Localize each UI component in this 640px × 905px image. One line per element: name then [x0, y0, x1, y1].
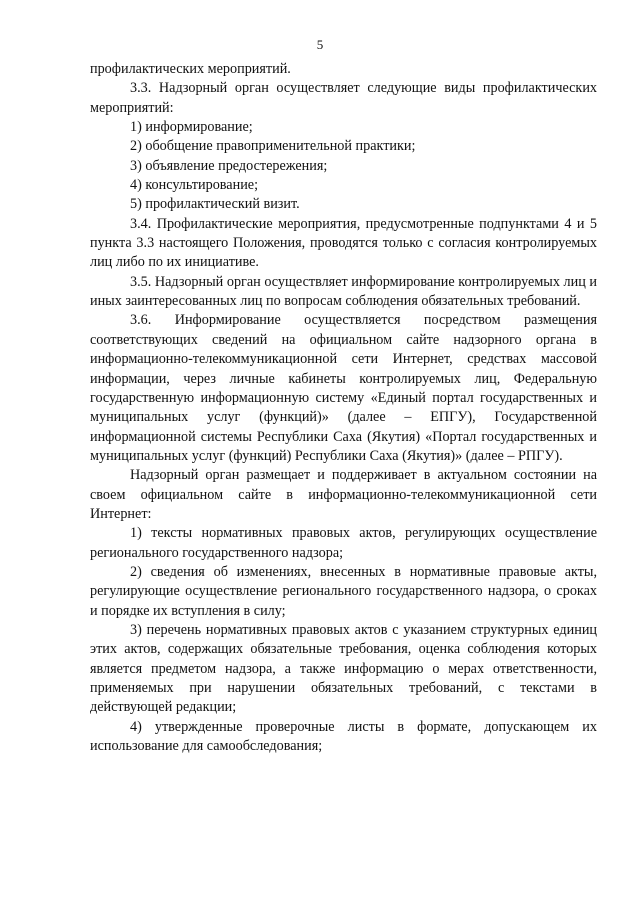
paragraph: 3.5. Надзорный орган осуществляет информирование контролируемых лиц и иных заинтересованных лиц по вопросам соблюдения обязательных требований. — [90, 273, 597, 310]
paragraph: профилактических мероприятий. — [90, 61, 291, 77]
page-number: 5 — [316, 37, 324, 52]
list-item: 3) перечень нормативных правовых актов с указанием структурных единиц этих актов, содержащих обязательные требования, оценка соблюдения которых является предметом надзора, а также информацию о мерах ответственности, применяемых при нарушении обязательных требований, с текстами в действующей редакции; — [90, 621, 597, 716]
list-item: 2) сведения об изменениях, внесенных в нормативные правовые акты, регулирующие осуществление регионального государственного надзора, о сроках и порядке их вступления в силу; — [90, 563, 597, 619]
list-item: 1) информирование; — [130, 119, 253, 136]
list-item: 1) тексты нормативных правовых актов, регулирующих осуществление регионального государственного надзора; — [90, 525, 597, 561]
document-body — [90, 60, 597, 756]
paragraph: 3.4. Профилактические мероприятия, предусмотренные подпунктами 4 и 5 пункта 3.3 настоящего Положения, проводятся только с согласия контролируемых лиц либо по их инициативе. — [90, 215, 597, 271]
list-item: 2) обобщение правоприменительной практики; — [130, 138, 416, 155]
paragraph: 3.6. Информирование осуществляется посредством размещения соответствующих сведений на официальном сайте надзорного органа в информационно-телекоммуникационной сети Интернет, средствах массовой информации, через личные кабинеты контролируемых лиц, Федеральную государственную информационную систему «Единый портал государственных и муниципальных услуг (функций)» (далее – ЕПГУ), Государственной информационной системы Республики Саха (Якутия) «Портал государственных и муниципальных услуг (функций) Республики Саха (Якутия)» (далее – РПГУ). — [90, 312, 597, 464]
list-item: 4) утвержденные проверочные листы в формате, допускающем их использование для самообследования; — [90, 718, 597, 755]
paragraph: 3.3. Надзорный орган осуществляет следующие виды профилактических мероприятий: — [90, 80, 597, 116]
list-item: 5) профилактический визит. — [130, 196, 300, 213]
list-item: 4) консультирование; — [130, 177, 259, 194]
list-item: 3) объявление предостережения; — [130, 157, 328, 174]
paragraph: Надзорный орган размещает и поддерживает в актуальном состоянии на своем официальном сайте в информационно-телекоммуникационной сети Интернет: — [90, 467, 597, 522]
